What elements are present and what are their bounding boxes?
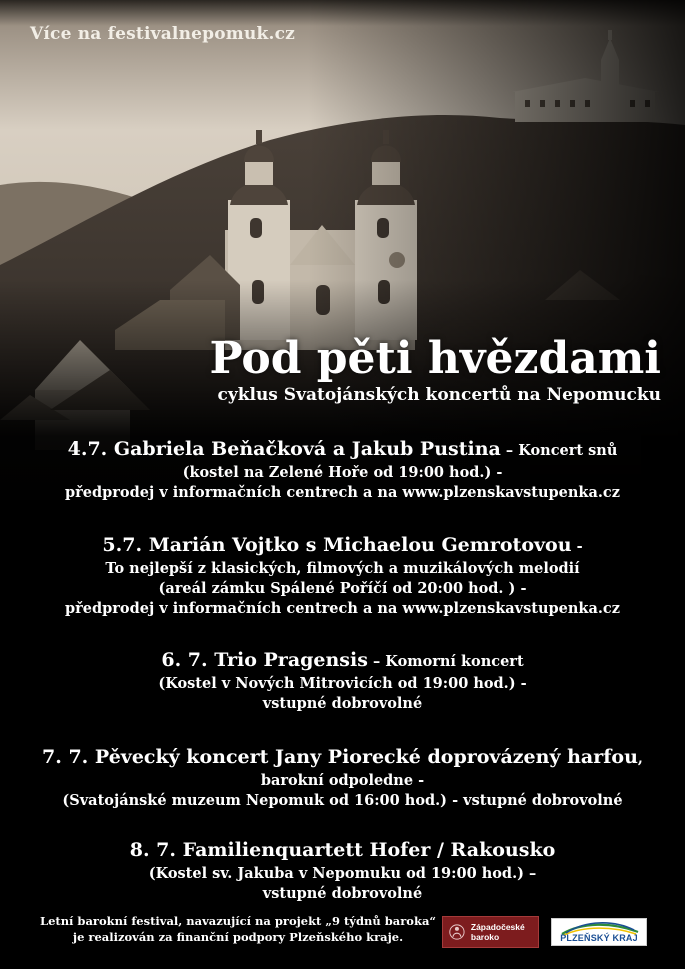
festival-website-link[interactable]: Více na festivalnepomuk.cz xyxy=(30,24,296,44)
event-title: 4.7. Gabriela Beňačková a Jakub Pustina xyxy=(67,438,501,460)
event-detail-line: (Svatojánské muzeum Nepomuk od 16:00 hod.) - vstupné dobrovolné xyxy=(62,792,623,809)
event-title: 8. 7. Familienquartett Hofer / Rakousko xyxy=(129,839,556,861)
event-detail-line: (kostel na Zelené Hoře od 19:00 hod.) - xyxy=(182,464,503,481)
event-item xyxy=(0,437,685,503)
poster-subtitle: cyklus Svatojánských koncertů na Nepomucku xyxy=(217,385,661,405)
event-headline xyxy=(0,745,685,771)
event-detail-line: (Kostel v Nových Mitrovicích od 19:00 hod.) - xyxy=(158,675,527,692)
zapadoceske-baroko-logo[interactable] xyxy=(442,916,539,948)
event-detail-line: (Kostel sv. Jakuba v Nepomuku od 19:00 hod.) – xyxy=(148,865,537,882)
event-detail-line: vstupné dobrovolné xyxy=(262,885,423,902)
plzensky-kraj-logo[interactable] xyxy=(551,918,647,946)
baroko-emblem-icon xyxy=(449,921,465,943)
event-title: 6. 7. Trio Pragensis xyxy=(161,649,368,671)
event-item xyxy=(0,745,685,811)
event-headline xyxy=(0,437,685,463)
event-detail-line: předprodej v informačních centrech a na www.plzenskavstupenka.cz xyxy=(65,484,620,501)
event-subtitle: - xyxy=(571,538,583,555)
plzensky-kraj-text: PLZEŇSKÝ KRAJ xyxy=(560,933,638,943)
event-subtitle: – Koncert snů xyxy=(500,442,618,459)
funding-note xyxy=(28,913,448,945)
zapadoceske-baroko-text: Západočeské baroko xyxy=(470,922,525,942)
event-title: 7. 7. Pěvecký koncert Jany Piorecké doprovázený harfou xyxy=(42,746,638,768)
funding-note-line: Letní barokní festival, navazující na projekt „9 týdnů baroka“ xyxy=(39,914,437,928)
event-headline xyxy=(0,533,685,559)
event-item xyxy=(0,838,685,904)
event-detail-line: (areál zámku Spálené Poříčí od 20:00 hod. ) - xyxy=(158,580,527,597)
event-detail-line: vstupné dobrovolné xyxy=(262,695,423,712)
event-title: 5.7. Marián Vojtko s Michaelou Gemrotovou xyxy=(102,534,572,556)
event-subtitle: , xyxy=(637,750,643,767)
event-headline xyxy=(0,648,685,674)
funding-note-line: je realizován za finanční podpory Plzeňského kraje. xyxy=(72,930,404,944)
event-detail-line: To nejlepší z klasických, filmových a muzikálových melodií xyxy=(105,560,580,577)
event-detail-line: předprodej v informačních centrech a na www.plzenskavstupenka.cz xyxy=(65,600,620,617)
event-headline xyxy=(0,838,685,864)
title-block xyxy=(209,334,661,406)
event-detail-line: barokní odpoledne - xyxy=(260,772,425,789)
event-subtitle: – Komorní koncert xyxy=(367,653,524,670)
event-item xyxy=(0,533,685,619)
poster-title: Pod pěti hvězdami xyxy=(209,333,661,384)
event-item xyxy=(0,648,685,714)
